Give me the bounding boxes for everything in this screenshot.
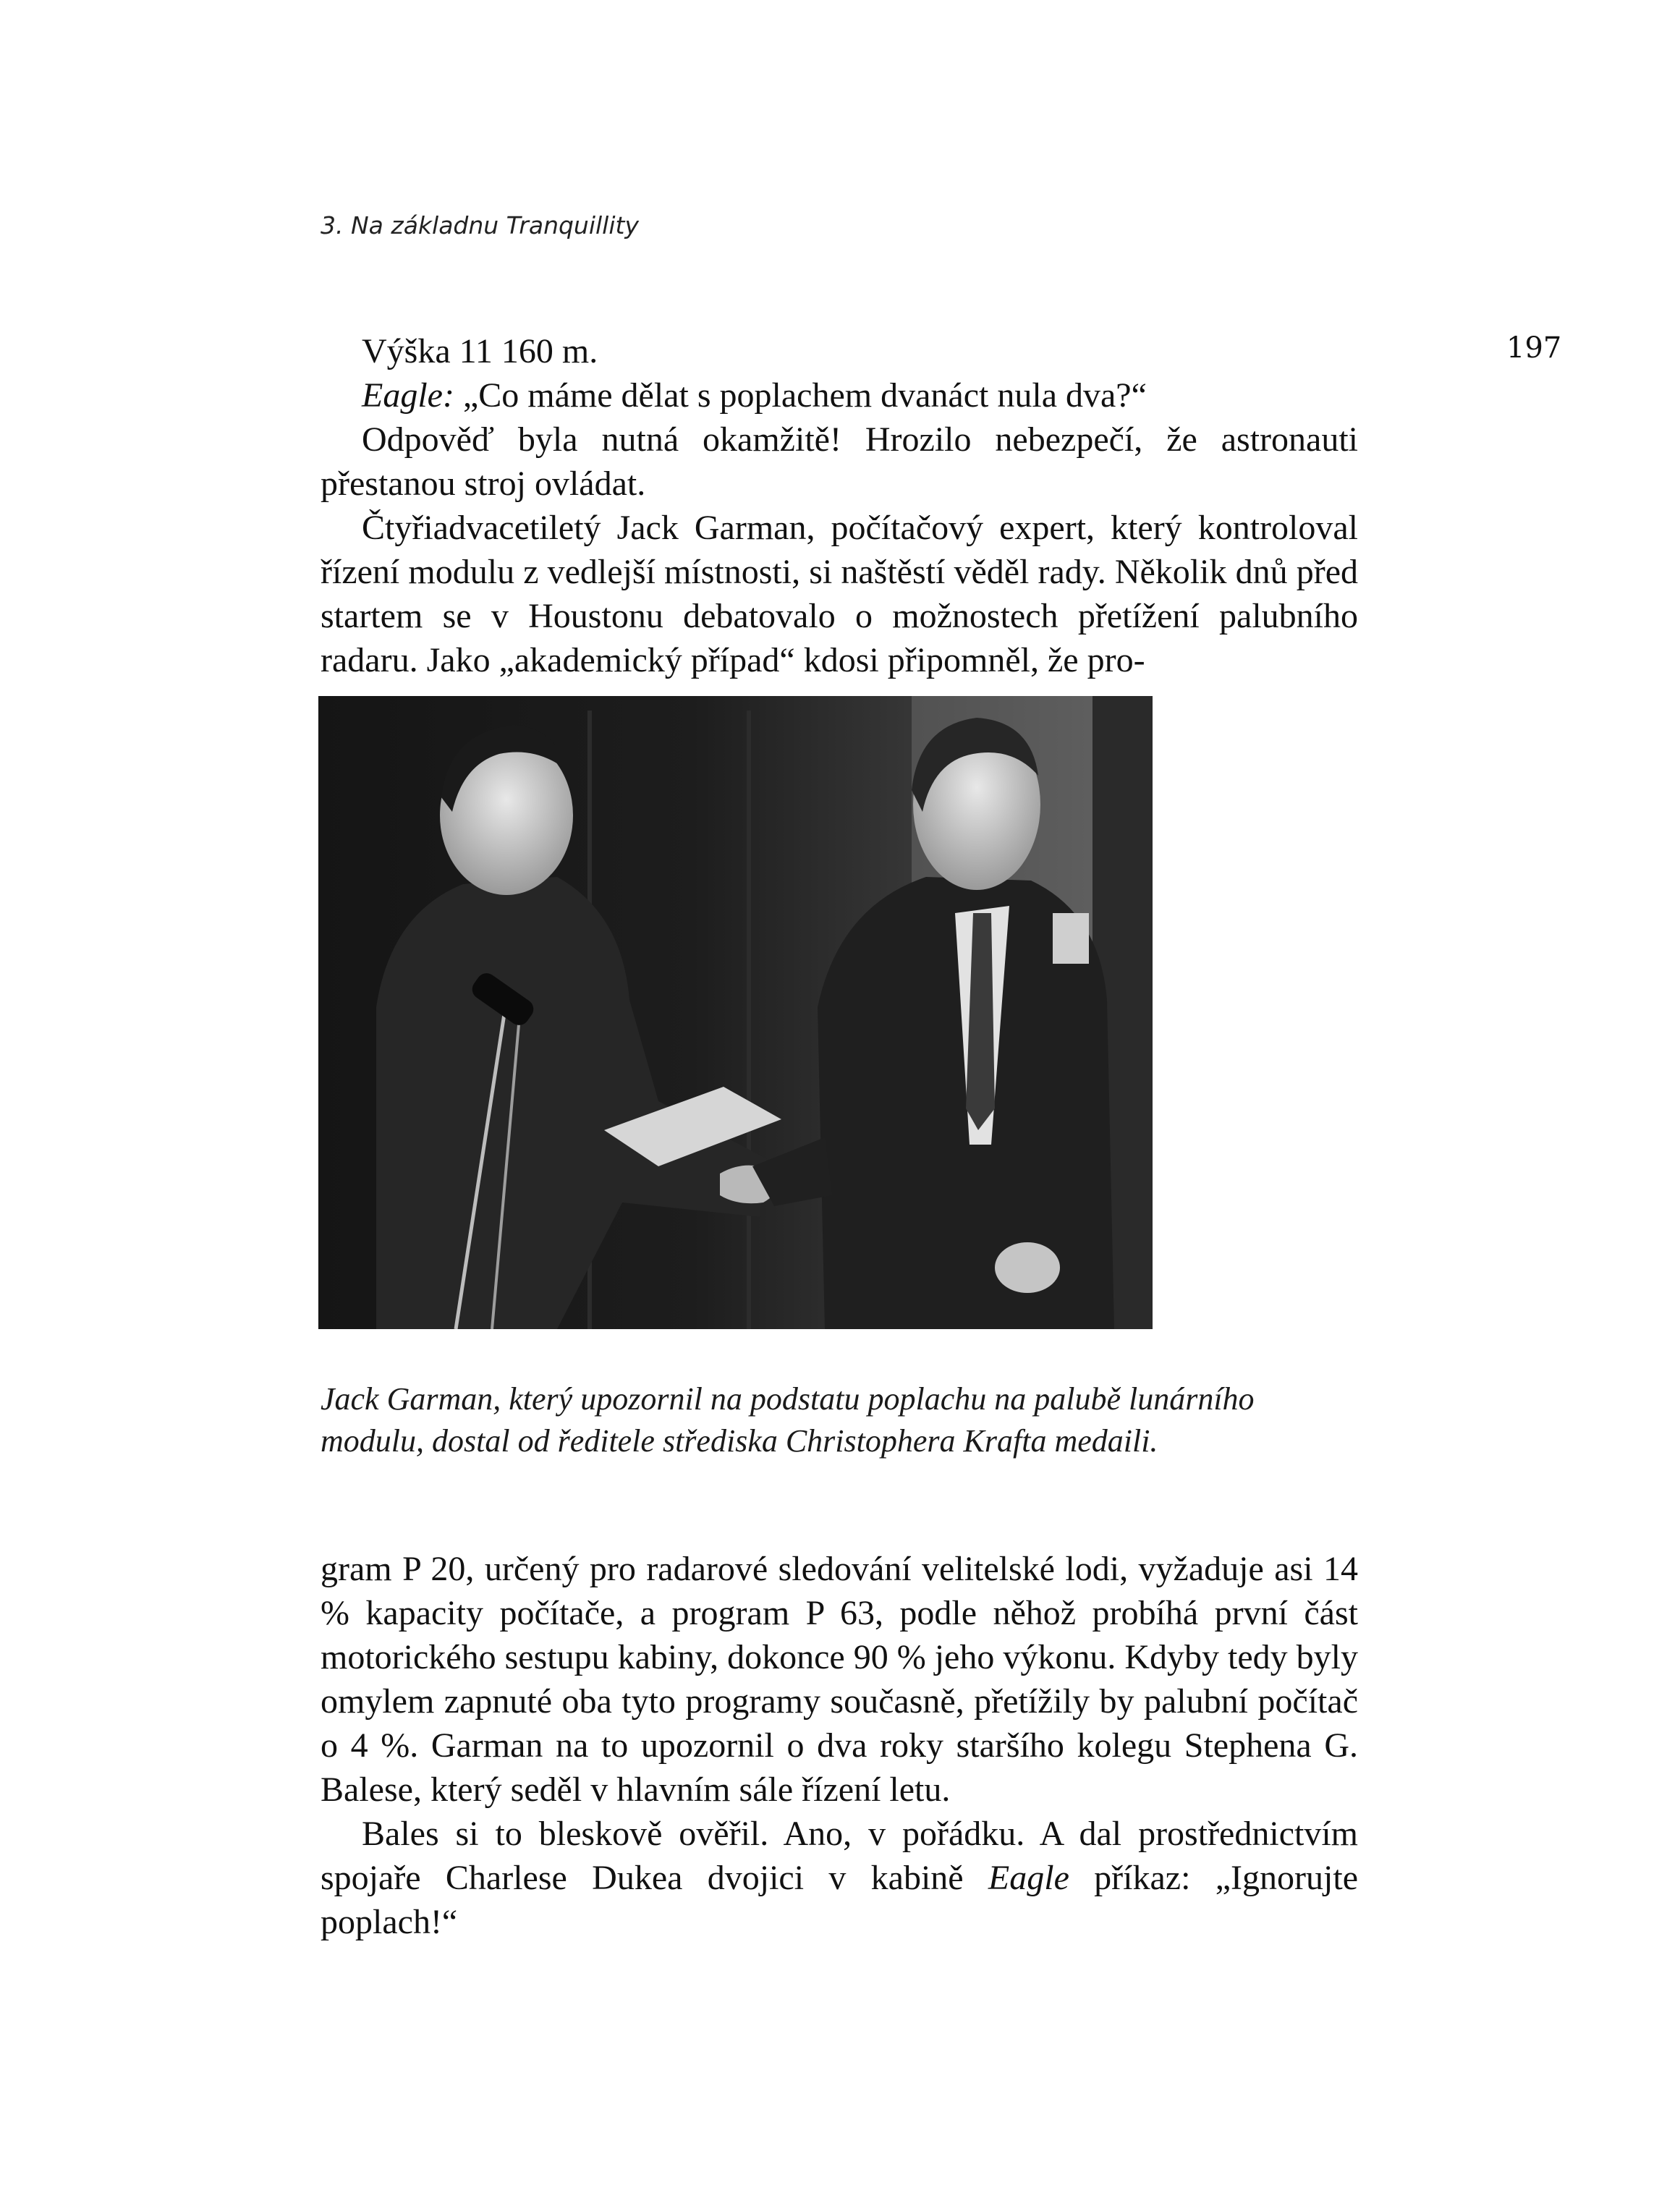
paragraph-altitude: Výška 11 160 m. [362, 332, 598, 370]
figure-caption [321, 1378, 1261, 1462]
speaker-label: Eagle: [362, 376, 454, 415]
paragraph-jack-garman: Čtyřiadvacetiletý Jack Garman, počítačový expert, který kontroloval řízení modulu z vedlejší místnosti, si naštěstí věděl rady. Několik dnů před startem se v Houstonu debatovalo o možnostech přetížení palubního radaru. Jako „akademický případ“ kdosi připomněl, že pro- [321, 509, 1358, 679]
page-number: 197 [1506, 331, 1562, 365]
paragraph-bales [321, 1812, 1358, 1944]
body-text-bottom [321, 1547, 1358, 1944]
bales-text-end: příkaz: „Ignorujte poplach!“ [321, 1859, 1358, 1941]
photo-handshake [318, 696, 1153, 1329]
bales-text-start: Bales si to bleskově ověřil. Ano, v pořádku. A dal prostřednictvím spojaře Charlese Dukea dvojici v kabině [321, 1815, 1358, 1897]
paragraph-eagle-question [321, 373, 1358, 417]
paragraph-answer-needed: Odpověď byla nutná okamžitě! Hrozilo nebezpečí, že astronauti přestanou stroj ovládat. [321, 420, 1358, 503]
caption-text: Jack Garman, který upozornil na podstatu poplachu na palubě lunárního modulu, dostal od ředitele střediska Christophera Krafta medaili. [321, 1381, 1255, 1459]
eagle-quote: „Co máme dělat s poplachem dvanáct nula dva?“ [454, 376, 1147, 415]
photo-illustration [318, 696, 1153, 1329]
running-header: 3. Na základnu Tranquillity [321, 211, 639, 239]
eagle-name: Eagle [988, 1859, 1069, 1897]
paragraph-programs: gram P 20, určený pro radarové sledování velitelské lodi, vyžaduje asi 14 % kapacity počítače, a program P 63, podle něhož probíhá první část motorického sestupu kabiny, dokonce 90 % jeho výkonu. Kdyby tedy byly omylem zapnuté oba tyto programy současně, přetížily by palubní počítač o 4 %. Garman na to upozornil o dva roky staršího kolegu Stephena G. Balese, který seděl v hlavním sále řízení letu. [321, 1550, 1358, 1809]
body-text-top [321, 329, 1358, 682]
